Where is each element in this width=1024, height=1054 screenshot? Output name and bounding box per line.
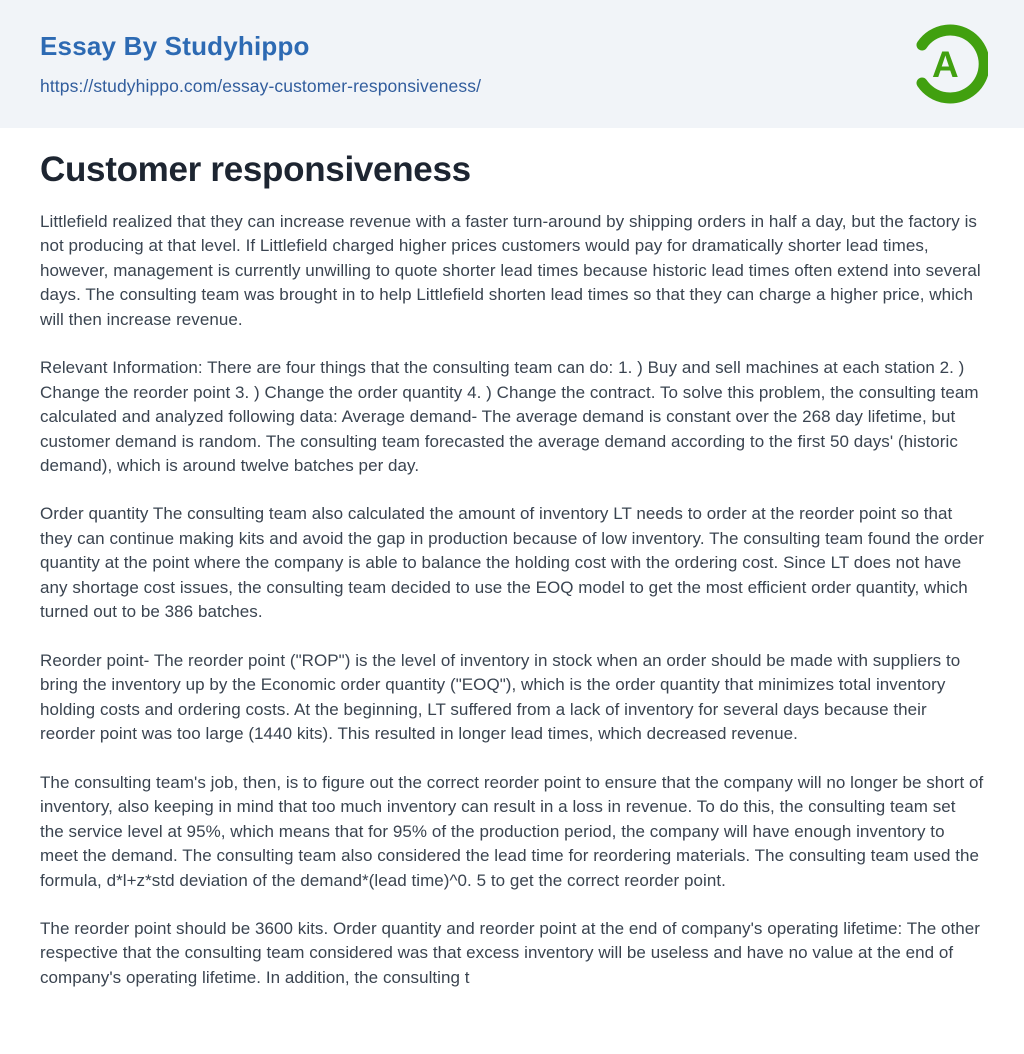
essay-article [0, 128, 1024, 1054]
essay-paragraph-1: Littlefield realized that they can increase revenue with a faster turn-around by shipping orders in half a day, but the factory is not producing at that level. If Littlefield charged higher prices customers would pay for dramatically shorter lead times, however, management is currently unwilling to quote shorter lead times because historic lead times often extend into several days. The consulting team was brought in to help Littlefield shorten lead times so that they can charge a higher price, which will then increase revenue. [40, 211, 981, 329]
essay-paragraph-5: The consulting team's job, then, is to figure out the correct reorder point to ensure that the company will no longer be short of inventory, also keeping in mind that too much inventory can result in a loss in revenue. To do this, the consulting team set the service level at 95%, which means that for 95% of the production period, the company will have enough inventory to meet the demand. The consulting team also considered the lead time for reordering materials. The consulting team used the formula, d*l+z*std deviation of the demand*(lead time)^0. 5 to get the correct reorder point. [40, 772, 984, 890]
page-header [0, 0, 1024, 128]
article-title: Customer responsiveness [40, 150, 471, 189]
essay-paragraph-4: Reorder point- The reorder point ("ROP") is the level of inventory in stock when an order should be made with suppliers to bring the inventory up by the Economic order quantity ("EOQ"), which is the order quantity that minimizes total inventory holding costs and ordering costs. At the beginning, LT suffered from a lack of inventory for several days because their reorder point was too large (1440 kits). This resulted in longer lead times, which decreased revenue. [40, 650, 961, 744]
studyhippo-logo [908, 18, 988, 110]
logo-letter: A [932, 44, 959, 85]
site-title: Essay By Studyhippo [40, 31, 310, 62]
logo-arc-icon [908, 18, 988, 110]
page-url-link[interactable]: https://studyhippo.com/essay-customer-responsiveness/ [40, 75, 482, 96]
essay-paragraph-2: Relevant Information: There are four things that the consulting team can do: 1. ) Buy and sell machines at each station 2. ) Change the reorder point 3. ) Change the order quantity 4. ) Change the contract. To solve this problem, the consulting team calculated and analyzed following data: Average demand- The average demand is constant over the 268 day lifetime, but customer demand is random. The consulting team forecasted the average demand according to the first 50 days' (historic demand), which is around twelve batches per day. [40, 358, 979, 475]
header-text-block [40, 31, 481, 96]
essay-paragraph-3: Order quantity The consulting team also calculated the amount of inventory LT needs to order at the reorder point so that they can continue making kits and avoid the gap in production because of low inventory. The consulting team found the order quantity at the point where the company is able to balance the holding cost with the ordering cost. Since LT does not have any shortage cost issues, the consulting team decided to use the EOQ model to get the most efficient order quantity, which turned out to be 386 batches. [40, 504, 984, 622]
essay-paragraph-6: The reorder point should be 3600 kits. Order quantity and reorder point at the end of company's operating lifetime: The other respective that the consulting team considered was that excess inventory will be useless and have no value at the end of company's operating lifetime. In addition, the consulting t [40, 919, 981, 987]
